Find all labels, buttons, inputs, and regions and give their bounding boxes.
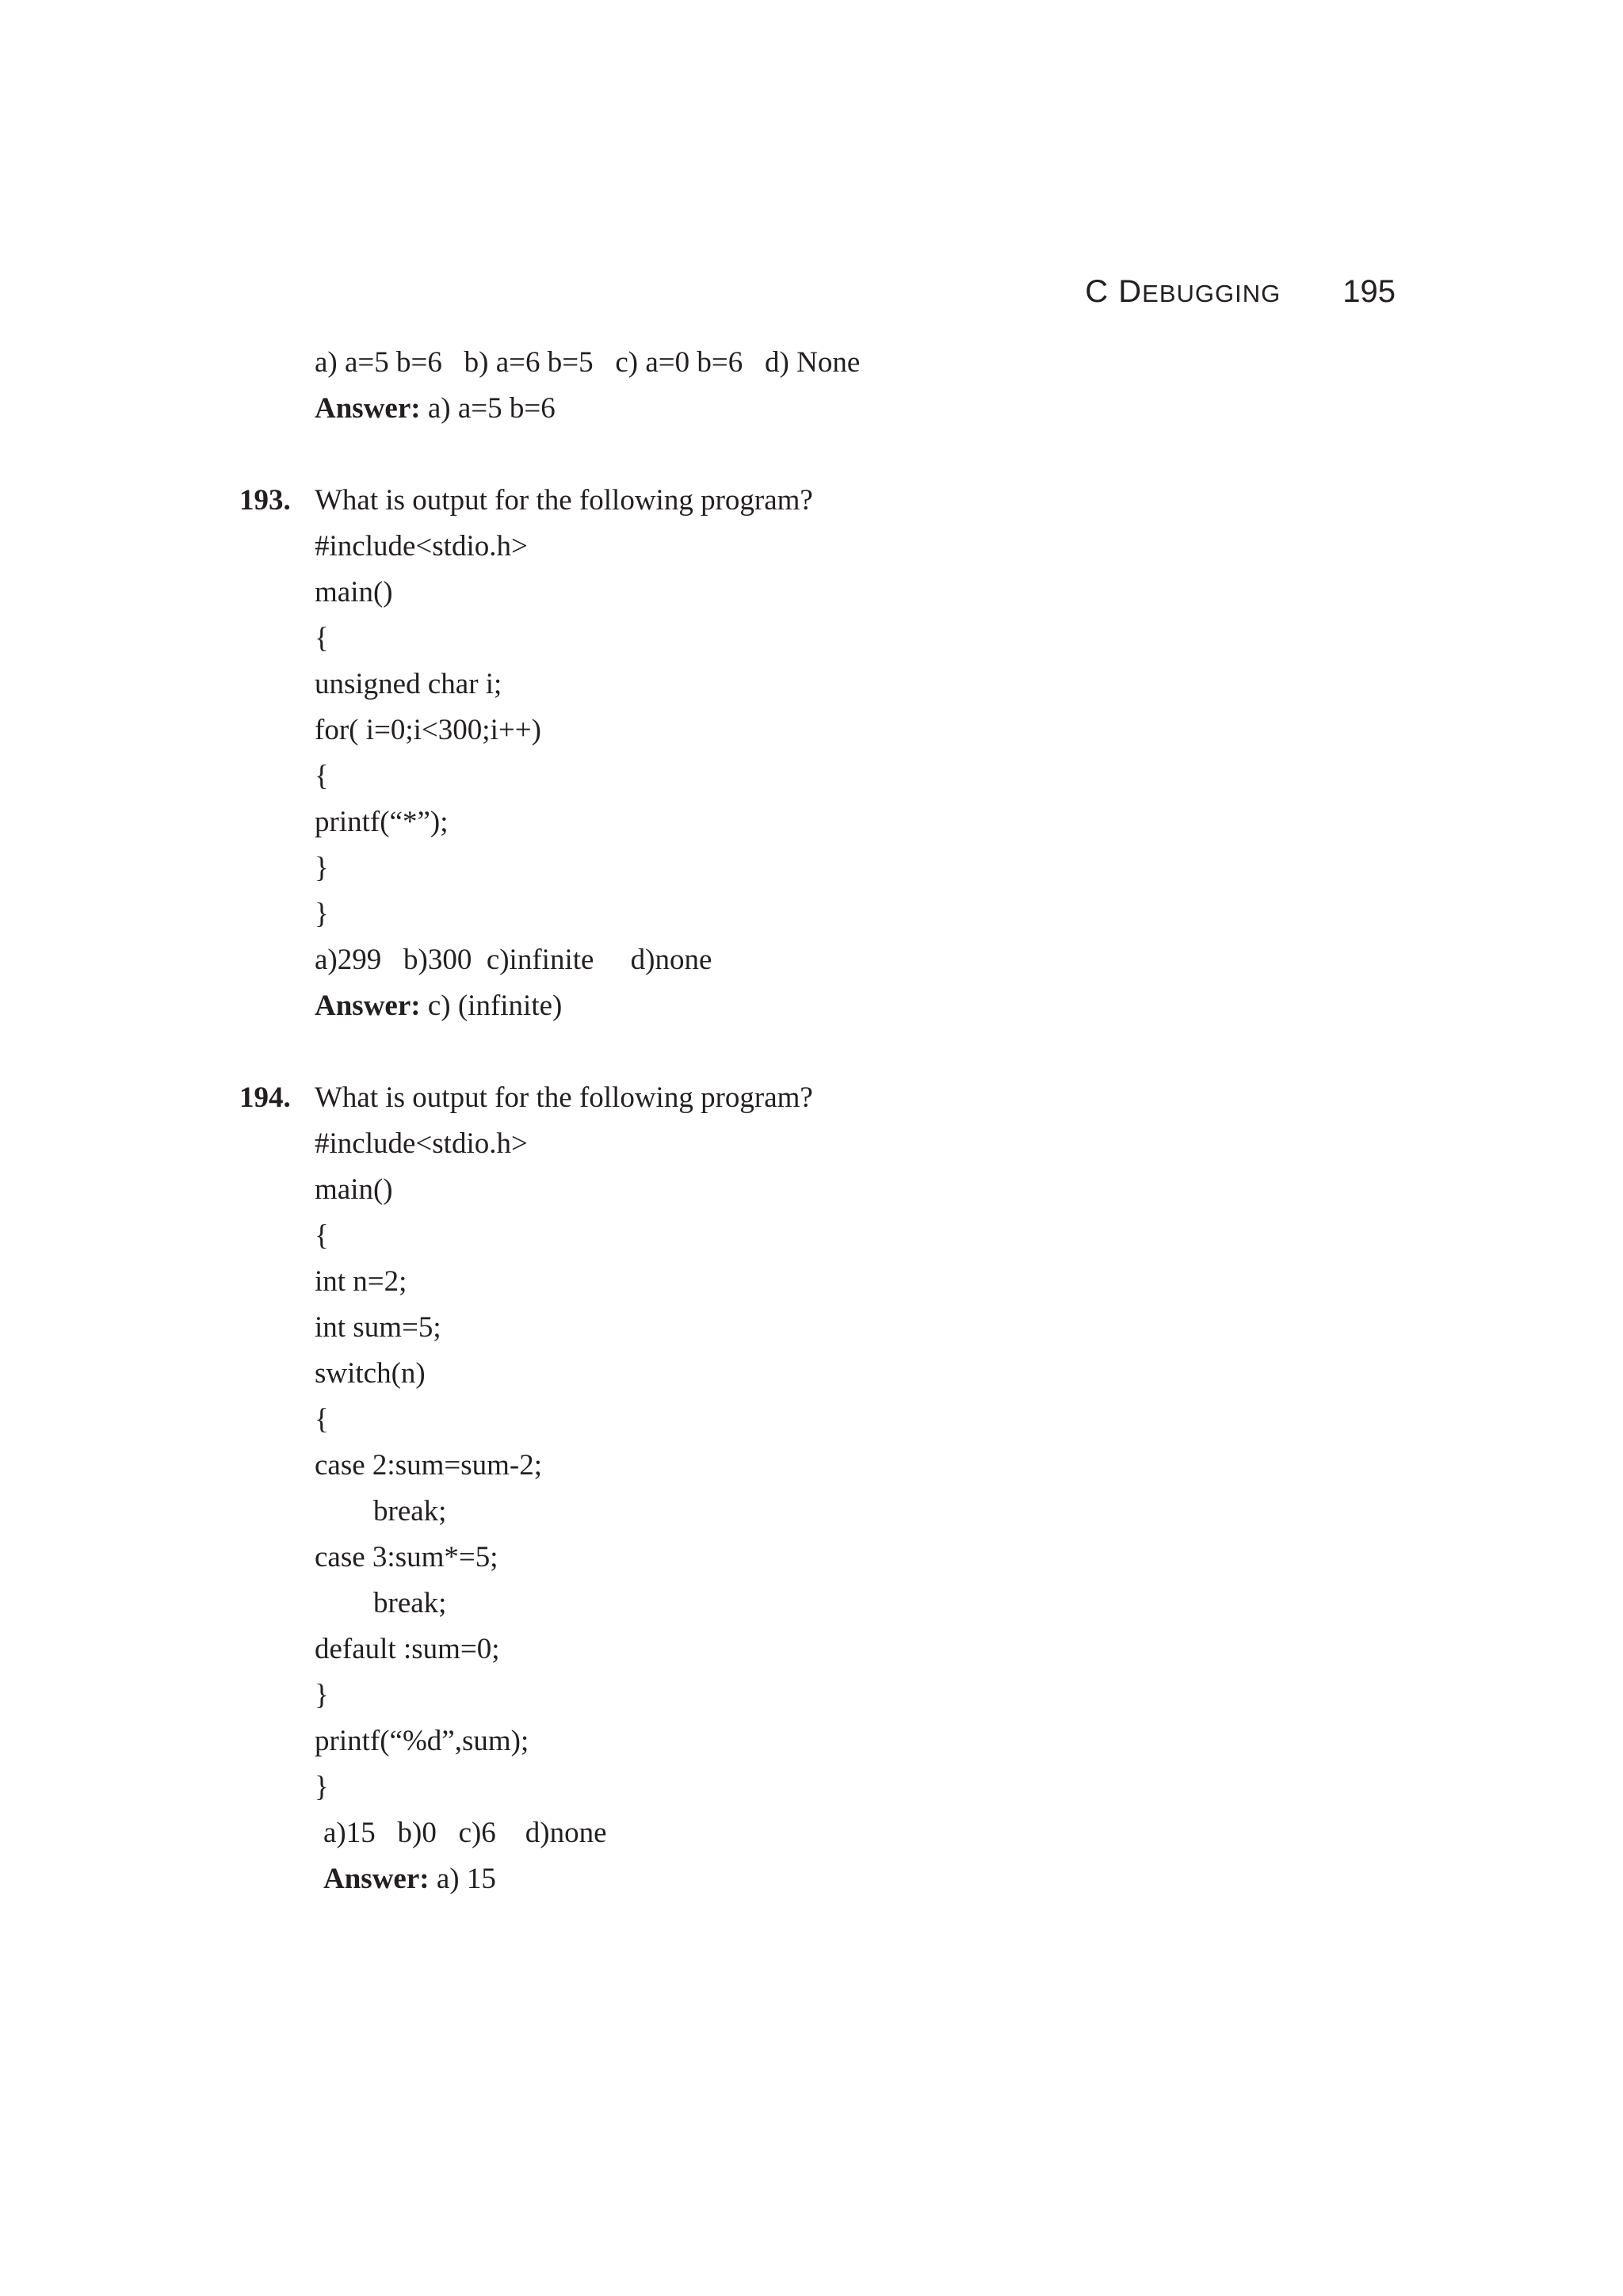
q194-code-line: } bbox=[315, 1771, 329, 1803]
q193-options: a)299 b)300 c)infinite d)none bbox=[315, 944, 712, 976]
prev-options: a) a=5 b=6 b) a=6 b=5 c) a=0 b=6 d) None bbox=[315, 346, 861, 379]
q193-code-line: { bbox=[315, 622, 329, 654]
q194-code-line: int n=2; bbox=[315, 1265, 407, 1298]
prev-answer bbox=[315, 391, 556, 426]
q194-code-line: printf(“%d”,sum); bbox=[315, 1725, 529, 1757]
q193-code-line: } bbox=[315, 852, 329, 884]
q193-question: What is output for the following program? bbox=[315, 484, 813, 517]
q193-code-line: for( i=0;i<300;i++) bbox=[315, 714, 541, 746]
q194-code-line: { bbox=[315, 1219, 329, 1252]
q193-answer bbox=[315, 989, 562, 1024]
q194-answer-label: Answer: bbox=[323, 1863, 430, 1895]
q194-code-line: case 2:sum=sum-2; bbox=[315, 1449, 543, 1482]
q194-code-line: #include<stdio.h> bbox=[315, 1127, 528, 1160]
q193-code-line: #include<stdio.h> bbox=[315, 530, 528, 563]
chapter-title-rest: EBUGGING bbox=[1142, 280, 1281, 307]
q193-answer-label: Answer: bbox=[315, 990, 421, 1022]
q194-code-line: break; bbox=[373, 1587, 447, 1619]
q194-question: What is output for the following program? bbox=[315, 1081, 813, 1114]
q194-code-line: } bbox=[315, 1679, 329, 1711]
chapter-title bbox=[1085, 274, 1281, 310]
q194-number: 194. bbox=[239, 1081, 291, 1114]
q193-answer-value: c) (infinite) bbox=[420, 990, 563, 1022]
prev-answer-value: a) a=5 b=6 bbox=[420, 392, 556, 425]
q194-options: a)15 b)0 c)6 d)none bbox=[323, 1817, 607, 1849]
page-number: 195 bbox=[1342, 274, 1396, 309]
chapter-title-initial: D bbox=[1118, 274, 1143, 309]
running-header bbox=[1085, 274, 1396, 322]
q194-answer-value: a) 15 bbox=[429, 1863, 496, 1895]
q193-number: 193. bbox=[239, 484, 291, 517]
q193-code-line: { bbox=[315, 760, 329, 792]
q194-code-line: break; bbox=[373, 1495, 447, 1527]
q194-code-line: main() bbox=[315, 1173, 393, 1206]
q193-code-line: unsigned char i; bbox=[315, 668, 502, 700]
q194-code-line: case 3:sum*=5; bbox=[315, 1541, 498, 1573]
chapter-title-c: C bbox=[1085, 274, 1119, 309]
q194-code-line: int sum=5; bbox=[315, 1311, 441, 1344]
q194-code-line: { bbox=[315, 1403, 329, 1436]
prev-answer-label: Answer: bbox=[315, 392, 421, 425]
q194-code-line: switch(n) bbox=[315, 1357, 426, 1390]
q193-code-line: printf(“*”); bbox=[315, 806, 449, 838]
q193-code-line: main() bbox=[315, 576, 393, 608]
q194-answer bbox=[323, 1862, 496, 1897]
q193-code-line: } bbox=[315, 898, 329, 930]
q194-code-line: default :sum=0; bbox=[315, 1633, 500, 1665]
